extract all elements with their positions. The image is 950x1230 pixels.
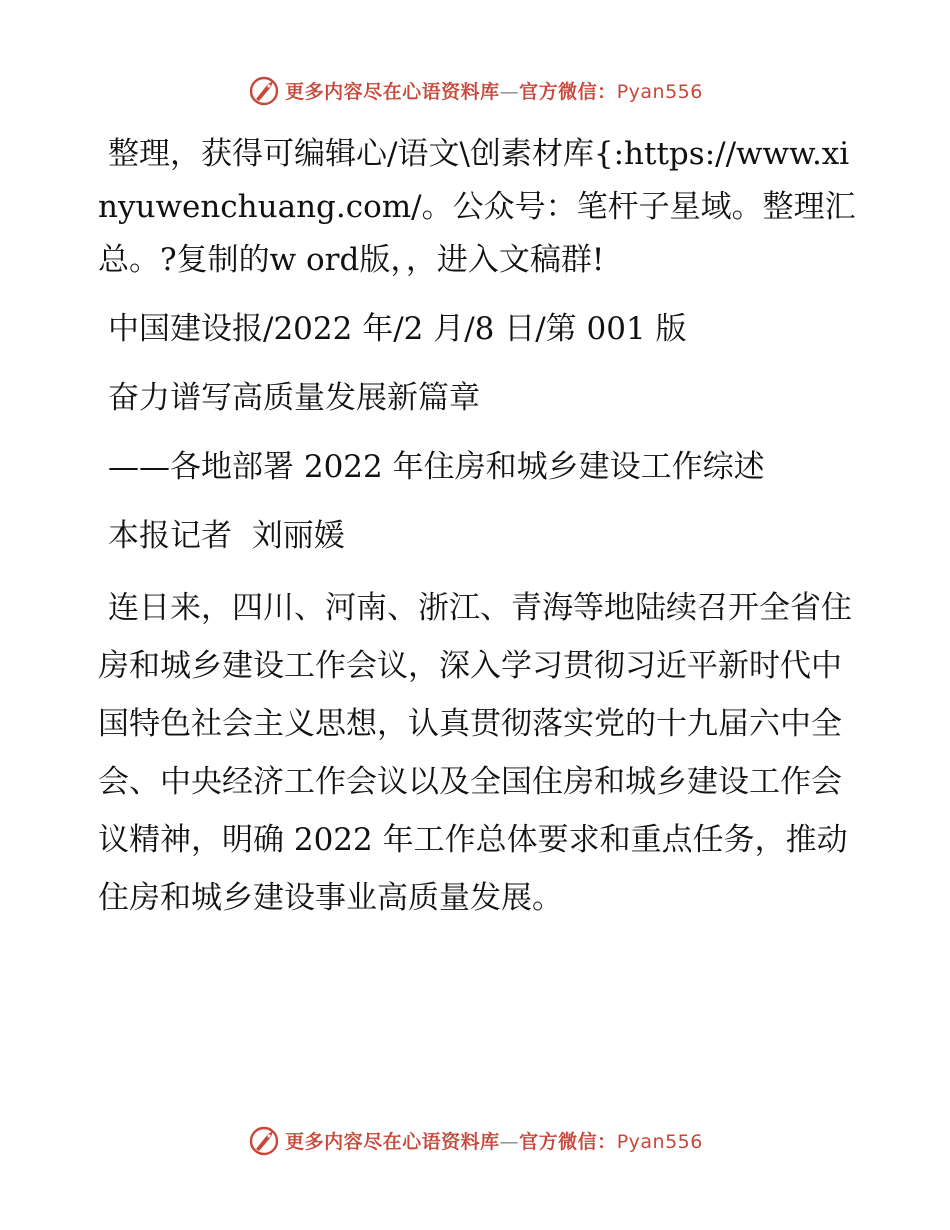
watermark-dash: — (499, 1130, 520, 1153)
watermark-dash: — (499, 80, 520, 103)
watermark-text (285, 77, 703, 104)
watermark-contact-label: 官方微信： (519, 1130, 617, 1153)
pen-nib-circle-icon (247, 1123, 281, 1157)
pen-nib-circle-icon (247, 73, 281, 107)
article-content (98, 128, 858, 927)
body-paragraph: 连日来，四川、河南、浙江、青海等地陆续召开全省住房和城乡建设工作会议，深入学习贯彻习近平新时代中国特色社会主义思想，认真贯彻落实党的十九届六中全会、中央经济工作会议以及全国住房和城乡建设工作会议精神，明确 2022 年工作总体要求和重点任务，推动住房和城乡建设事业高质量发展。 (98, 590, 852, 916)
intro-paragraph: 整理，获得可编辑心/语文\创素材库{:https://www.xinyuwenchuang.com/。公众号：笔杆子星域。整理汇总。?复制的w ord版，，进入文稿群! (98, 136, 856, 278)
article-byline: 本报记者 刘丽媛 (108, 518, 345, 554)
header-watermark-banner (0, 68, 950, 112)
footer-watermark-banner (0, 1118, 950, 1162)
article-title: 奋力谱写高质量发展新篇章 (108, 380, 480, 416)
watermark-main-text: 更多内容尽在心语资料库 (285, 1130, 500, 1153)
watermark-wechat-id: Pyan556 (616, 1130, 703, 1153)
watermark-text (285, 1127, 703, 1154)
publication-info: 中国建设报/2022 年/2 月/8 日/第 001 版 (108, 311, 687, 347)
watermark-contact-label: 官方微信： (519, 80, 617, 103)
article-subtitle: ——各地部署 2022 年住房和城乡建设工作综述 (108, 449, 765, 485)
watermark-wechat-id: Pyan556 (616, 80, 703, 103)
watermark-main-text: 更多内容尽在心语资料库 (285, 80, 500, 103)
